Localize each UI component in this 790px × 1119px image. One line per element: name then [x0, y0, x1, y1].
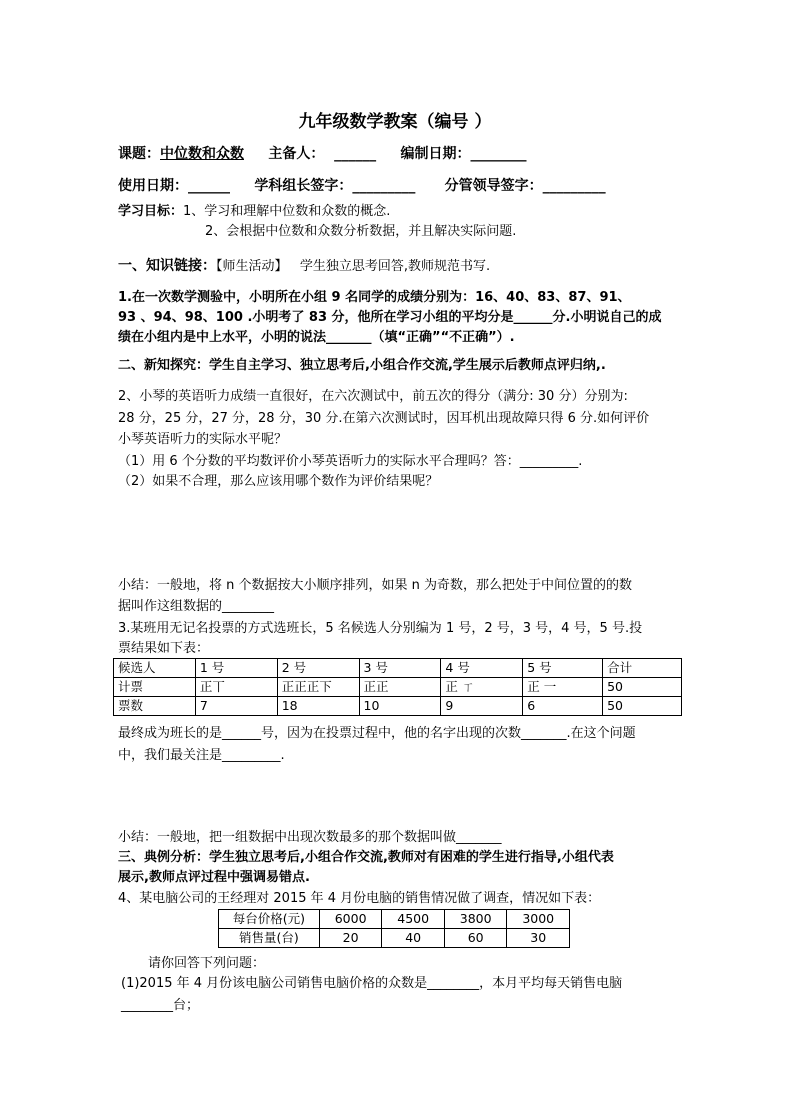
- table-cell: 正 ㄒ: [441, 678, 523, 697]
- q4-line-1: 4、某电脑公司的王经理对 2015 年 4 月份电脑的销售情况做了调查，情况如下表：: [118, 891, 601, 906]
- q2-sub-2: （2）如果不合理，那么应该用哪个数作为评价结果呢？: [118, 474, 439, 489]
- table-cell: 正丅: [195, 678, 277, 697]
- table-row: [114, 697, 682, 716]
- table-row: [114, 678, 682, 697]
- table-cell: 票数: [114, 697, 196, 716]
- q3-line-1: 3.某班用无记名投票的方式选班长，5 名候选人分别编为 1 号，2 号，3 号，4 号，5 号.投: [118, 621, 643, 636]
- table-cell: 18: [277, 697, 359, 716]
- summary-1-line-1: 小结：一般地，将 n 个数据按大小顺序排列，如果 n 为奇数，那么把处于中间位置的的数: [118, 578, 633, 593]
- q2-line-1: 2、小琴的英语听力成绩一直很好，在六次测试中，前五次的得分（满分: 30 分）分别为:: [118, 389, 628, 404]
- topic-value: 中位数和众数: [160, 146, 244, 162]
- section2-heading: 二、新知探究：学生自主学习、独立思考后,小组合作交流,学生展示后教师点评归纳,.: [118, 358, 606, 373]
- table-row: [114, 659, 682, 678]
- q1-line-3: 绩在小组内是中上水平，小明的说法_______（填“正确”“不正确”）.: [118, 330, 515, 345]
- table-cell: 合计: [603, 659, 682, 678]
- q3-answer-line-1: 最终成为班长的是______号，因为在投票过程中，他的名字出现的次数_______.在这个问题: [118, 726, 636, 741]
- table-cell: 4500: [382, 910, 445, 929]
- objective-1: 1、学习和理解中位数和众数的概念.: [183, 204, 391, 219]
- q4-sub-1-line-1: (1)2015 年 4 月份该电脑公司销售电脑价格的众数是________，本月平均每天销售电脑: [121, 976, 623, 991]
- table-cell: 计票: [114, 678, 196, 697]
- table-cell: 6: [523, 697, 603, 716]
- table-cell: 6000: [319, 910, 382, 929]
- table-cell: 2 号: [277, 659, 359, 678]
- meta-line-1: [118, 145, 527, 163]
- meta-line-1-rest: 主备人： ______ 编制日期：________: [244, 146, 527, 162]
- objectives-line-1: [118, 203, 390, 221]
- section3-heading-line-2: 展示,教师点评过程中强调易错点.: [118, 870, 310, 885]
- table-cell: 3800: [444, 910, 507, 929]
- table-cell: 7: [195, 697, 277, 716]
- page-title: 九年级数学教案（编号 ）: [298, 112, 492, 132]
- table-cell: 正正正下: [277, 678, 359, 697]
- table-row: [219, 910, 570, 929]
- table-cell: 候选人: [114, 659, 196, 678]
- q2-line-3: 小琴英语听力的实际水平呢？: [118, 432, 288, 447]
- section1-note: 【师生活动】 学生独立思考回答,教师规范书写.: [216, 259, 491, 274]
- vote-table: [113, 658, 682, 716]
- meta-line-2: 使用日期：______ 学科组长签字：_________ 分管领导签字：_________: [118, 178, 606, 194]
- table-cell: 50: [603, 678, 682, 697]
- section3-heading-line-1: 三、典例分析：学生独立思考后,小组合作交流,教师对有困难的学生进行指导,小组代表: [118, 850, 614, 865]
- q2-sub-1: （1）用 6 个分数的平均数评价小琴英语听力的实际水平合理吗？答：_________.: [118, 454, 583, 469]
- topic-label: 课题：: [118, 146, 160, 162]
- summary-2: 小结：一般地，把一组数据中出现次数最多的那个数据叫做_______: [118, 830, 502, 845]
- table-cell: 销售量(台): [219, 929, 320, 948]
- table-cell: 30: [507, 929, 570, 948]
- q1-line-2: 93 、94、98、100 .小明考了 83 分，他所在学习小组的平均分是______分.小明说自己的成: [118, 310, 662, 325]
- table-cell: 50: [603, 697, 682, 716]
- q2-line-2: 28 分，25 分，27 分，28 分，30 分.在第六次测试时，因耳机出现故障只得 6 分.如何评价: [118, 411, 650, 426]
- q4-prompt: 请你回答下列问题：: [148, 956, 266, 971]
- table-cell: 5 号: [523, 659, 603, 678]
- table-cell: 20: [319, 929, 382, 948]
- table-cell: 9: [441, 697, 523, 716]
- section1-heading: 一、知识链接：: [118, 258, 216, 274]
- table-cell: 4 号: [441, 659, 523, 678]
- table-cell: 60: [444, 929, 507, 948]
- table-cell: 3000: [507, 910, 570, 929]
- section1-heading-line: [118, 257, 490, 276]
- table-cell: 10: [359, 697, 441, 716]
- table-cell: 40: [382, 929, 445, 948]
- table-cell: 1 号: [195, 659, 277, 678]
- q3-line-2: 票结果如下表：: [118, 641, 210, 656]
- summary-1-line-2: 据叫作这组数据的________: [118, 599, 275, 614]
- table-cell: 3 号: [359, 659, 441, 678]
- q3-answer-line-2: 中，我们最关注是_________.: [118, 748, 285, 763]
- sales-table: [218, 909, 570, 948]
- q1-line-1: 1.在一次数学测验中，小明所在小组 9 名同学的成绩分别为：16、40、83、87、91、: [118, 290, 631, 305]
- table-cell: 正 一: [523, 678, 603, 697]
- objectives-label: 学习目标：: [118, 204, 184, 219]
- table-cell: 正正: [359, 678, 441, 697]
- table-cell: 每台价格(元): [219, 910, 320, 929]
- q4-sub-1-line-2: ________台；: [121, 998, 200, 1013]
- objective-2: 2、会根据中位数和众数分析数据，并且解决实际问题.: [205, 224, 517, 239]
- table-row: [219, 929, 570, 948]
